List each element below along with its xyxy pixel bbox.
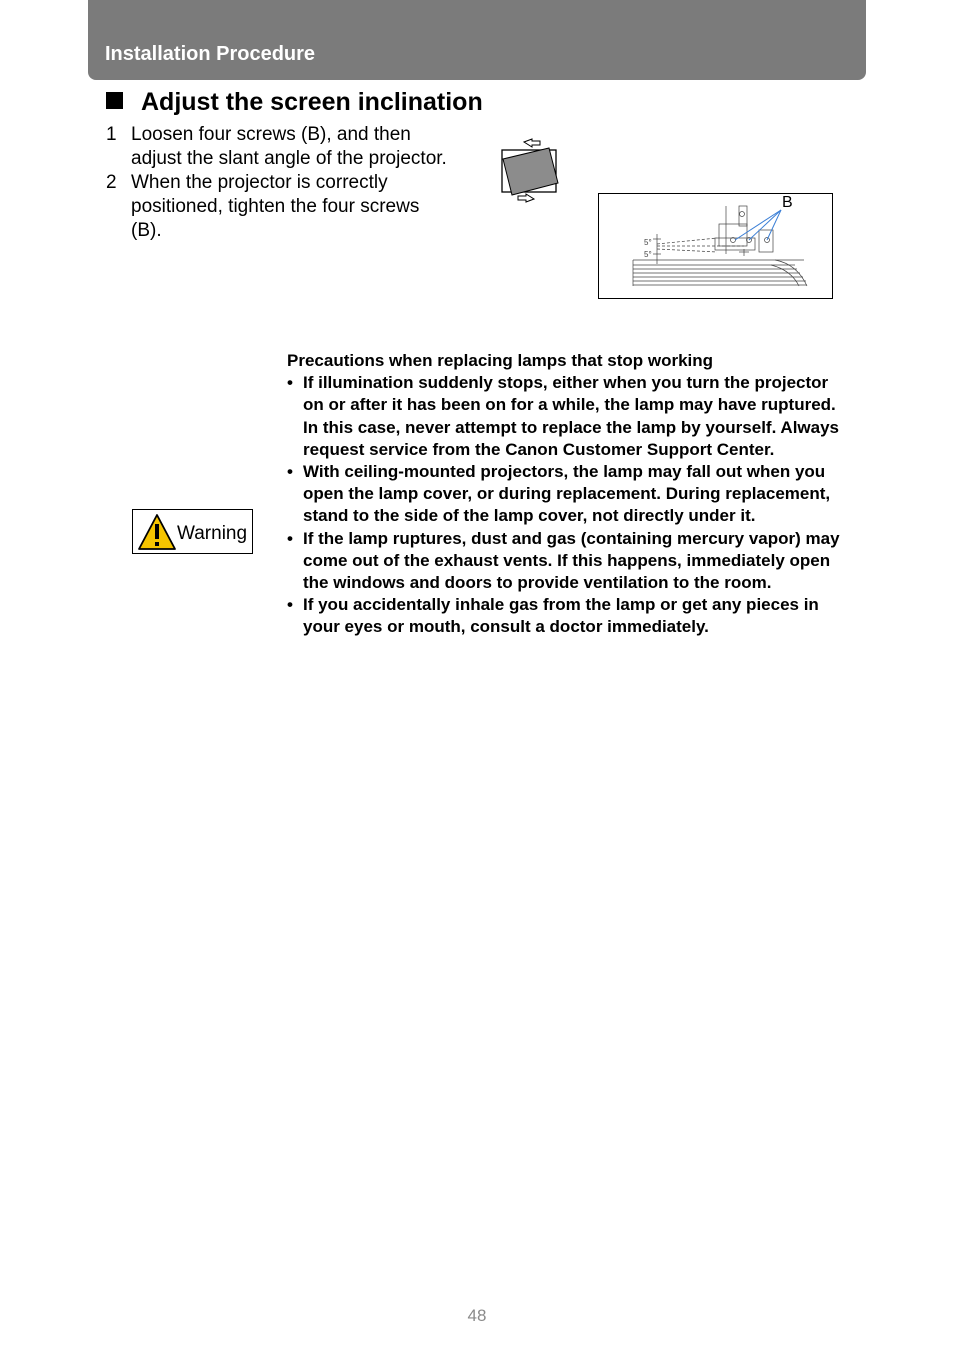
tilt-diagram	[498, 137, 560, 207]
step-text: When the projector is correctly positioned, tighten the four screws (B).	[131, 172, 420, 241]
precaution-item	[287, 461, 847, 528]
warning-triangle-icon	[137, 513, 177, 551]
section-heading	[106, 88, 483, 117]
bullet-icon: •	[287, 373, 293, 393]
step-item	[106, 171, 451, 243]
bullet-icon: •	[287, 462, 293, 482]
projector-mount-icon	[599, 194, 832, 298]
precaution-text: With ceiling-mounted projectors, the lamp may fall out when you open the lamp cover, or during replacement. During replacement, stand to the side of the lamp cover, not directly under it.	[303, 462, 831, 526]
warning-badge	[132, 509, 253, 554]
screw-diagram	[598, 193, 833, 299]
step-item	[106, 123, 451, 171]
tilt-diagram-icon	[498, 137, 560, 207]
precaution-item	[287, 594, 847, 638]
angle-label-lower: 5°	[644, 250, 652, 259]
precaution-item	[287, 372, 847, 461]
precaution-text: If illumination suddenly stops, either when you turn the projector on or after it has been on for a while, the lamp may have ruptured. In this case, never attempt to replace the lamp by yourself. Always request service from the Canon Customer Support Center.	[303, 373, 839, 459]
precaution-text: If the lamp ruptures, dust and gas (containing mercury vapor) may come out of the exhaust vents. If this happens, immediately open the windows and doors to provide ventilation to the room.	[303, 528, 840, 593]
header-bar	[88, 0, 866, 80]
page-number: 48	[467, 1306, 487, 1325]
steps-list	[106, 123, 451, 243]
precautions-block	[287, 350, 847, 639]
angle-label-upper: 5°	[644, 238, 652, 247]
step-number: 1	[106, 124, 117, 145]
section-heading-text: Adjust the screen inclination	[141, 88, 483, 116]
step-number: 2	[106, 172, 117, 193]
step-text: Loosen four screws (B), and then adjust the slant angle of the projector.	[131, 124, 447, 169]
precaution-text: If you accidentally inhale gas from the lamp or get any pieces in your eyes or mouth, consult a doctor immediately.	[303, 595, 819, 637]
warning-label: Warning	[177, 523, 248, 544]
bullet-icon: •	[287, 595, 293, 615]
precaution-item	[287, 528, 847, 595]
bullet-icon: •	[287, 528, 293, 548]
precautions-title: Precautions when replacing lamps that stop working	[287, 351, 714, 370]
square-bullet-icon	[106, 92, 123, 109]
header-title: Installation Procedure	[105, 43, 316, 65]
screw-label-b: B	[782, 194, 793, 211]
